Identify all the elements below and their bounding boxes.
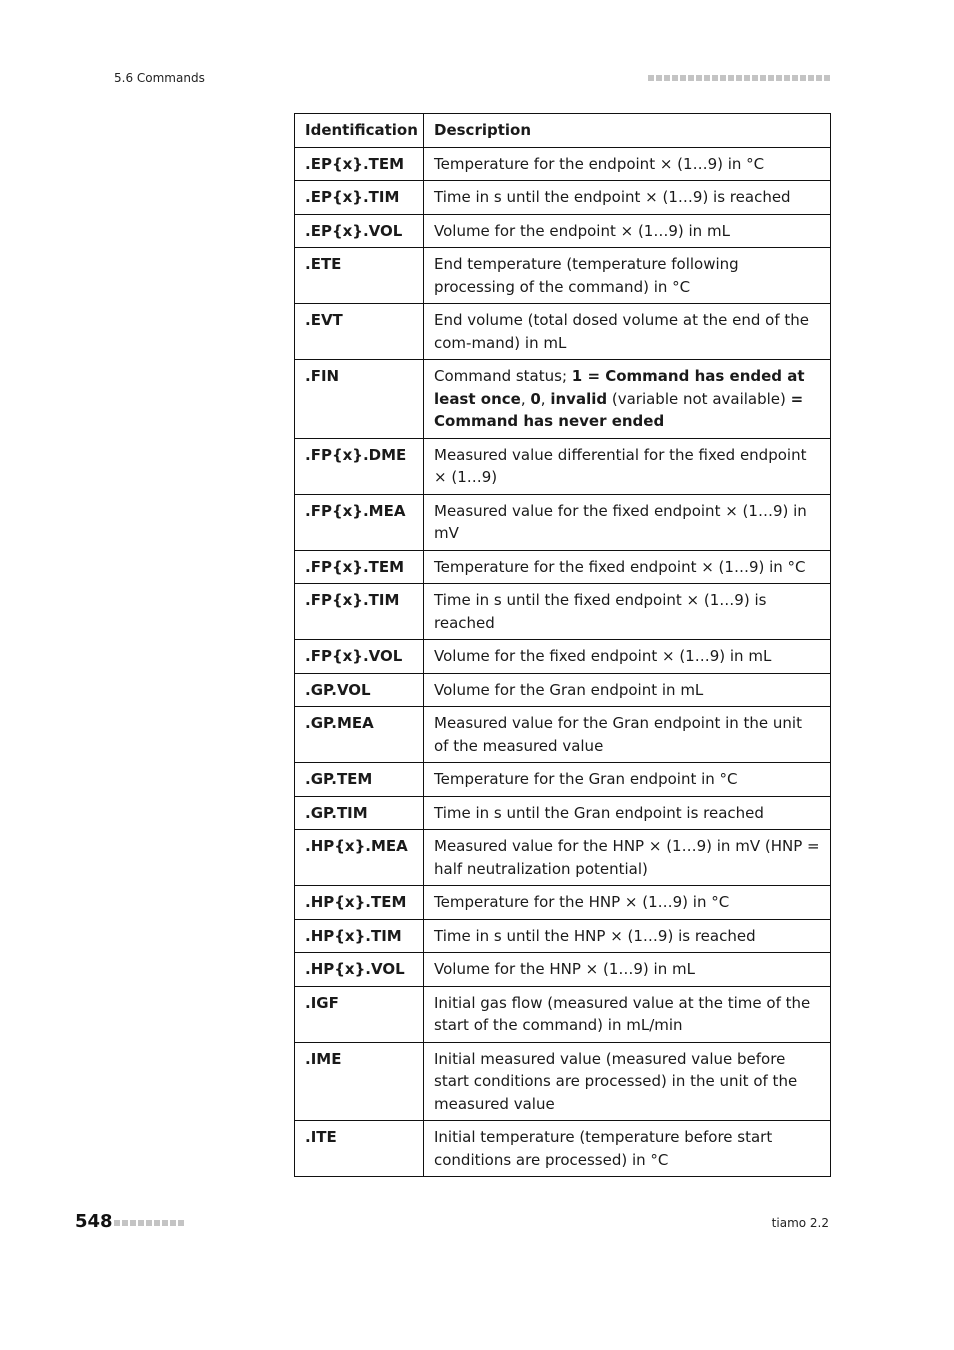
description-bold-text: = Command has never ended: [434, 389, 804, 430]
decoration-square: [680, 75, 686, 81]
table-row: [295, 248, 831, 304]
decoration-square: [776, 75, 782, 81]
identification-cell: .FIN: [295, 360, 424, 439]
decoration-square: [704, 75, 710, 81]
decoration-square: [752, 75, 758, 81]
table-body: [295, 147, 831, 1177]
decoration-square: [146, 1220, 152, 1226]
identification-cell: .HP{x}.VOL: [295, 953, 424, 987]
identification-cell: .ITE: [295, 1121, 424, 1177]
description-text: (variable not available): [607, 389, 791, 408]
identification-cell: .FP{x}.MEA: [295, 494, 424, 550]
decoration-square: [114, 1220, 120, 1226]
decoration-square: [178, 1220, 184, 1226]
identification-cell: .HP{x}.MEA: [295, 830, 424, 886]
decoration-square: [162, 1220, 168, 1226]
table-row: [295, 360, 831, 439]
identification-cell: .GP.TEM: [295, 763, 424, 797]
identification-cell: .FP{x}.VOL: [295, 640, 424, 674]
description-cell: Time in s until the fixed endpoint × (1…9) is reached: [424, 584, 831, 640]
running-header-section: 5.6 Commands: [114, 71, 205, 85]
table-row: [295, 304, 831, 360]
description-cell: Temperature for the fixed endpoint × (1…9) in °C: [424, 550, 831, 584]
description-cell: Initial temperature (temperature before start conditions are processed) in °C: [424, 1121, 831, 1177]
decoration-square: [672, 75, 678, 81]
description-bold-text: invalid: [550, 389, 608, 408]
description-cell: Measured value for the fixed endpoint × (1…9) in mV: [424, 494, 831, 550]
identification-cell: .GP.TIM: [295, 796, 424, 830]
description-cell: Measured value for the Gran endpoint in the unit of the measured value: [424, 707, 831, 763]
identification-cell: .ETE: [295, 248, 424, 304]
table-row: [295, 796, 831, 830]
identification-cell: .EP{x}.VOL: [295, 214, 424, 248]
description-cell: Temperature for the endpoint × (1…9) in °C: [424, 147, 831, 181]
decoration-square: [138, 1220, 144, 1226]
identification-cell: .IGF: [295, 986, 424, 1042]
description-bold-text: 1 = Command has ended at least once: [434, 367, 805, 408]
header-decoration: [648, 75, 830, 81]
decoration-square: [760, 75, 766, 81]
decoration-square: [720, 75, 726, 81]
table-row: [295, 1042, 831, 1121]
table-row: [295, 214, 831, 248]
decoration-square: [744, 75, 750, 81]
decoration-square: [130, 1220, 136, 1226]
decoration-square: [712, 75, 718, 81]
identification-cell: .FP{x}.TIM: [295, 584, 424, 640]
identification-cell: .EP{x}.TEM: [295, 147, 424, 181]
decoration-square: [696, 75, 702, 81]
table-row: [295, 953, 831, 987]
page-number: 548: [75, 1211, 113, 1232]
commands-table: [294, 113, 831, 1177]
table-row: [295, 986, 831, 1042]
decoration-square: [728, 75, 734, 81]
description-bold-text: 0: [530, 389, 541, 408]
description-text: ,: [540, 389, 551, 408]
identification-cell: .FP{x}.DME: [295, 438, 424, 494]
decoration-square: [800, 75, 806, 81]
footer-decoration: [114, 1220, 184, 1226]
description-cell: Temperature for the Gran endpoint in °C: [424, 763, 831, 797]
decoration-square: [122, 1220, 128, 1226]
description-cell: Initial measured value (measured value before start conditions are processed) in the unit of the measured value: [424, 1042, 831, 1121]
table-row: [295, 1121, 831, 1177]
identification-cell: .GP.MEA: [295, 707, 424, 763]
description-cell: Time in s until the HNP × (1…9) is reached: [424, 919, 831, 953]
table-row: [295, 584, 831, 640]
table-row: [295, 550, 831, 584]
decoration-square: [736, 75, 742, 81]
table-row: [295, 494, 831, 550]
identification-cell: .EP{x}.TIM: [295, 181, 424, 215]
decoration-square: [154, 1220, 160, 1226]
decoration-square: [768, 75, 774, 81]
decoration-square: [824, 75, 830, 81]
description-cell: Volume for the endpoint × (1…9) in mL: [424, 214, 831, 248]
description-text: Command status;: [434, 367, 572, 385]
decoration-square: [656, 75, 662, 81]
column-header-description: Description: [424, 114, 831, 148]
description-text: ,: [520, 389, 531, 408]
table-row: [295, 673, 831, 707]
decoration-square: [688, 75, 694, 81]
table-row: [295, 707, 831, 763]
description-cell: Time in s until the endpoint × (1…9) is reached: [424, 181, 831, 215]
running-footer-product: tiamo 2.2: [771, 1216, 829, 1230]
description-cell: Measured value differential for the fixed endpoint × (1…9): [424, 438, 831, 494]
description-cell: End volume (total dosed volume at the end of the com-mand) in mL: [424, 304, 831, 360]
identification-cell: .HP{x}.TIM: [295, 919, 424, 953]
description-cell: Volume for the fixed endpoint × (1…9) in mL: [424, 640, 831, 674]
identification-cell: .HP{x}.TEM: [295, 886, 424, 920]
identification-cell: .GP.VOL: [295, 673, 424, 707]
table-header-row: [295, 114, 831, 148]
table-row: [295, 919, 831, 953]
description-cell: Temperature for the HNP × (1…9) in °C: [424, 886, 831, 920]
table-row: [295, 147, 831, 181]
description-cell: Measured value for the HNP × (1…9) in mV (HNP = half neutralization potential): [424, 830, 831, 886]
table-row: [295, 830, 831, 886]
description-cell: [424, 360, 831, 439]
identification-cell: .IME: [295, 1042, 424, 1121]
decoration-square: [170, 1220, 176, 1226]
table-row: [295, 181, 831, 215]
decoration-square: [816, 75, 822, 81]
column-header-identification: Identification: [295, 114, 424, 148]
table-row: [295, 763, 831, 797]
decoration-square: [784, 75, 790, 81]
table-row: [295, 886, 831, 920]
description-cell: Volume for the HNP × (1…9) in mL: [424, 953, 831, 987]
table-row: [295, 438, 831, 494]
table-row: [295, 640, 831, 674]
decoration-square: [664, 75, 670, 81]
description-cell: Volume for the Gran endpoint in mL: [424, 673, 831, 707]
description-cell: Time in s until the Gran endpoint is reached: [424, 796, 831, 830]
commands-table-container: [294, 113, 830, 1177]
identification-cell: .FP{x}.TEM: [295, 550, 424, 584]
identification-cell: .EVT: [295, 304, 424, 360]
description-cell: End temperature (temperature following processing of the command) in °C: [424, 248, 831, 304]
decoration-square: [792, 75, 798, 81]
decoration-square: [808, 75, 814, 81]
decoration-square: [648, 75, 654, 81]
description-cell: Initial gas flow (measured value at the time of the start of the command) in mL/min: [424, 986, 831, 1042]
